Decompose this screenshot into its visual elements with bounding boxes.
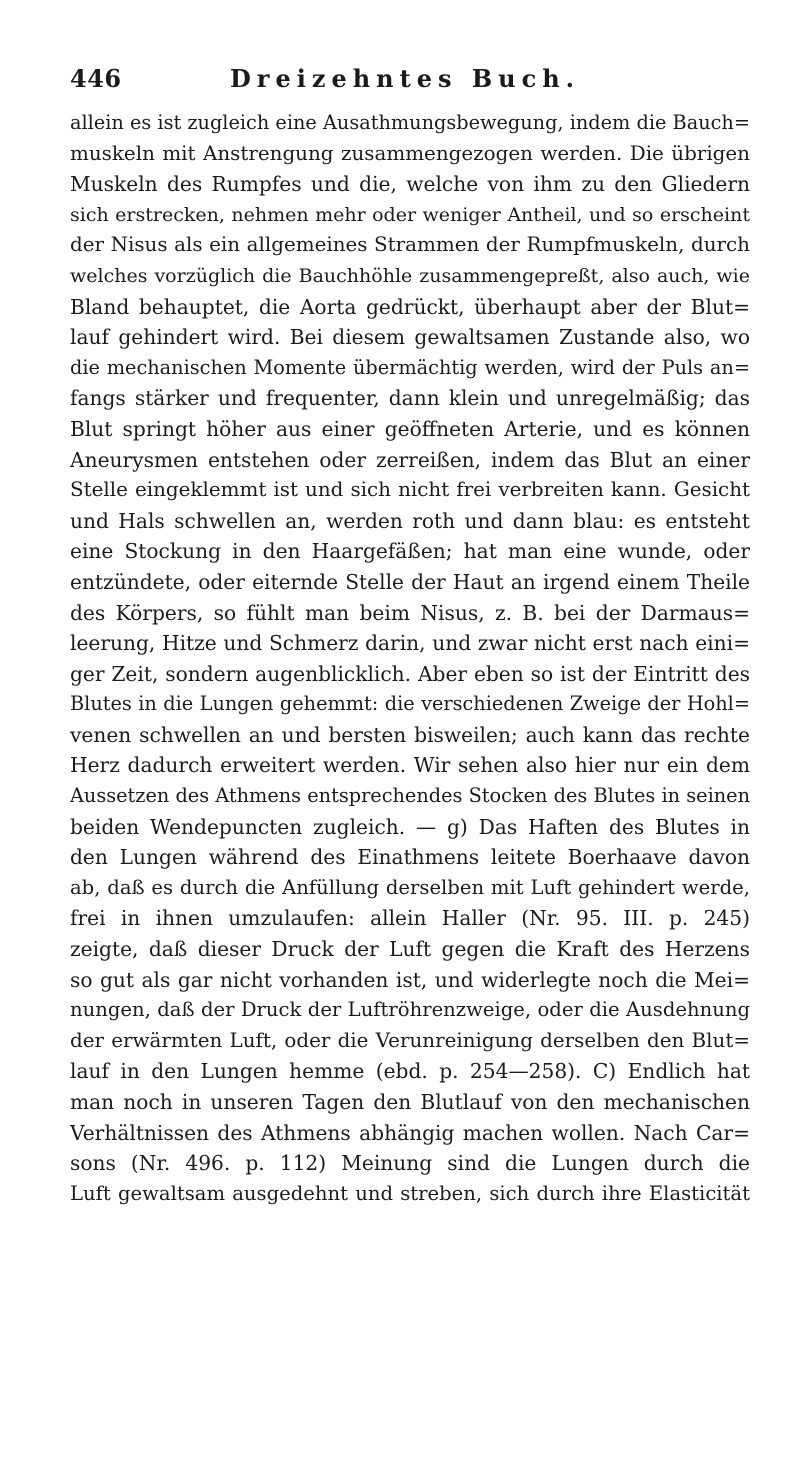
text-line: frei in ihnen umzulaufen: allein Haller (Nr. 95. III. p. 245) [70, 906, 750, 931]
text-line: Verhältnissen des Athmens abhängig machen wollen. Nach Car= [70, 1120, 750, 1145]
text-line: muskeln mit Anstrengung zusammengezogen werden. Die übrigen [70, 141, 750, 165]
body-text [70, 108, 750, 1209]
text-line: Stelle eingeklemmt ist und sich nicht frei verbreiten kann. Gesicht [70, 478, 750, 502]
text-line: Herz dadurch erweitert werden. Wir sehen also hier nur ein dem [70, 753, 750, 778]
text-line: so gut als gar nicht vorhanden ist, und widerlegte noch die Mei= [70, 967, 750, 992]
text-line: lauf in den Lungen hemme (ebd. p. 254—258). C) Endlich hat [70, 1059, 750, 1084]
text-line: die mechanischen Momente übermächtig werden, wird der Puls an= [70, 355, 750, 379]
running-title: Dreizehntes Buch. [229, 64, 580, 93]
page-number: 446 [70, 64, 122, 93]
text-line: eine Stockung in den Haargefäßen; hat man eine wunde, oder [70, 539, 750, 564]
text-line: sons (Nr. 496. p. 112) Meinung sind die Lungen durch die [70, 1151, 750, 1176]
text-line: lauf gehindert wird. Bei diesem gewaltsamen Zustande also, wo [70, 325, 750, 350]
text-line: Luft gewaltsam ausgedehnt und streben, sich durch ihre Elasticität [70, 1181, 750, 1205]
text-line: ab, daß es durch die Anfüllung derselben mit Luft gehindert werde, [70, 875, 750, 899]
text-line: Aneurysmen entstehen oder zerreißen, indem das Blut an einer [70, 447, 750, 472]
text-line: fangs stärker und frequenter, dann klein und unregelmäßig; das [70, 386, 750, 411]
text-line: den Lungen während des Einathmens leitete Boerhaave davon [70, 845, 750, 870]
text-line: entzündete, oder eiternde Stelle der Haut an irgend einem Theile [70, 569, 750, 594]
text-line: man noch in unseren Tagen den Blutlauf von den mechanischen [70, 1090, 750, 1114]
text-line: und Hals schwellen an, werden roth und dann blau: es entsteht [70, 508, 750, 533]
text-line: nungen, daß der Druck der Luftröhrenzweige, oder die Ausdehnung [70, 998, 750, 1022]
text-line: der erwärmten Luft, oder die Verunreinigung derselben den Blut= [70, 1028, 750, 1052]
text-line: welches vorzüglich die Bauchhöhle zusammengepreßt, also auch, wie [70, 264, 750, 287]
text-line: Blut springt höher aus einer geöffneten Arterie, und es können [70, 416, 750, 441]
text-line: ger Zeit, sondern augenblicklich. Aber eben so ist der Eintritt des [70, 661, 750, 686]
text-line: Aussetzen des Athmens entsprechendes Stocken des Blutes in seinen [70, 784, 750, 808]
text-line: beiden Wendepuncten zugleich. — g) Das Haften des Blutes in [70, 814, 750, 839]
page-header [70, 64, 740, 100]
text-line: Blutes in die Lungen gehemmt: die verschiedenen Zweige der Hohl= [70, 692, 750, 716]
text-line: Bland behauptet, die Aorta gedrückt, überhaupt aber der Blut= [70, 294, 750, 319]
text-line: Muskeln des Rumpfes und die, welche von ihm zu den Gliedern [70, 172, 750, 197]
text-line: sich erstrecken, nehmen mehr oder weniger Antheil, und so erscheint [70, 203, 750, 226]
text-line: der Nisus als ein allgemeines Strammen der Rumpfmuskeln, durch [70, 233, 750, 257]
text-line: leerung, Hitze und Schmerz darin, und zwar nicht erst nach eini= [70, 631, 750, 656]
text-line: zeigte, daß dieser Druck der Luft gegen die Kraft des Herzens [70, 937, 750, 962]
text-line: venen schwellen an und bersten bisweilen; auch kann das rechte [70, 722, 750, 747]
text-line: des Körpers, so fühlt man beim Nisus, z. B. bei der Darmaus= [70, 600, 750, 625]
text-line: allein es ist zugleich eine Ausathmungsbewegung, indem die Bauch= [70, 111, 750, 134]
